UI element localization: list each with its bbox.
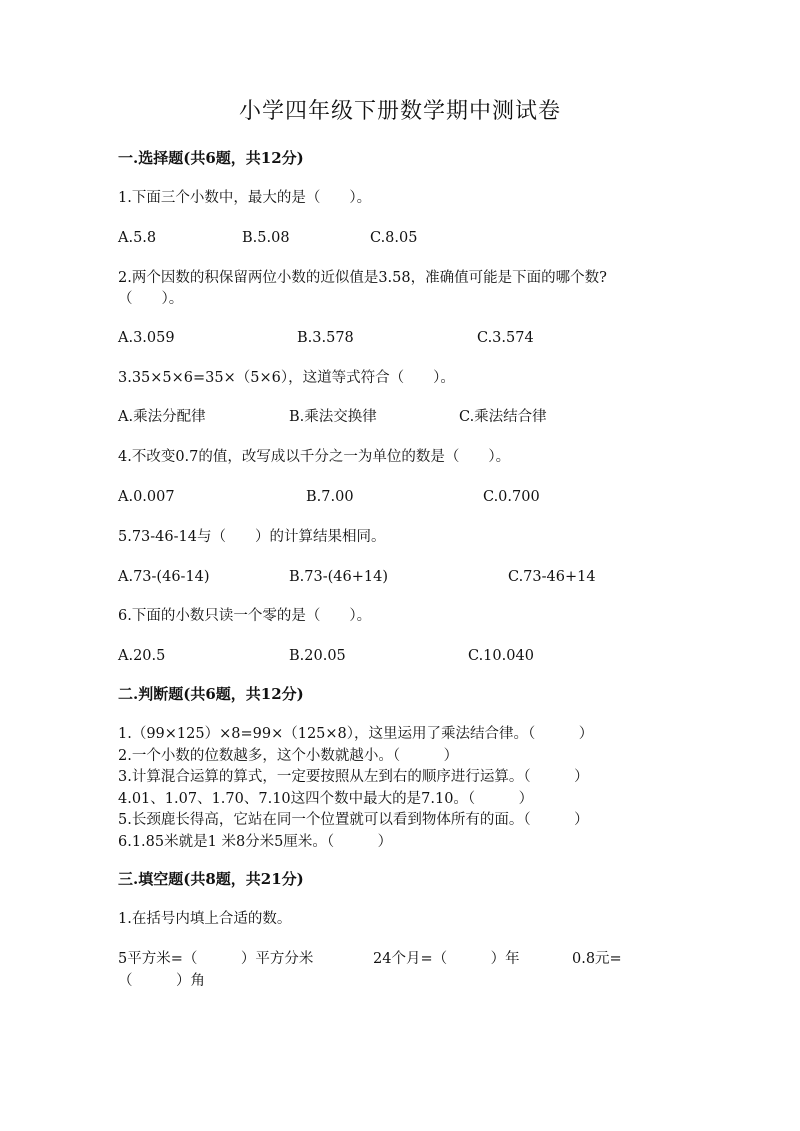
section-heading-judgement: 二.判断题(共6题，共12分) — [118, 685, 304, 703]
question-2-continued: （ ）。 — [118, 291, 184, 307]
option-c: C.3.574 — [477, 330, 534, 346]
option-b: B.乘法交换律 — [289, 409, 377, 425]
fill-question-1: 1.在括号内填上合适的数。 — [118, 911, 292, 927]
option-b: B.5.08 — [242, 230, 290, 246]
question-5: 5.73-46-14与（ ）的计算结果相同。 — [118, 529, 386, 545]
option-a: A.乘法分配律 — [118, 409, 206, 425]
option-c: C.10.040 — [468, 648, 534, 664]
option-a: A.3.059 — [118, 330, 175, 346]
question-6: 6.下面的小数只读一个零的是（ ）。 — [118, 608, 372, 624]
option-b: B.7.00 — [306, 489, 354, 505]
option-a: A.20.5 — [118, 648, 166, 664]
option-a: A.0.007 — [118, 489, 175, 505]
section-heading-choice: 一.选择题(共6题，共12分) — [118, 149, 304, 167]
judgement-item-2: 2.一个小数的位数越多，这个小数就越小。（ ） — [118, 748, 459, 764]
page-title: 小学四年级下册数学期中测试卷 — [238, 99, 561, 124]
question-4: 4.不改变0.7的值，改写成以千分之一为单位的数是（ ）。 — [118, 449, 511, 465]
judgement-item-1: 1.（99×125）×8=99×（125×8），这里运用了乘法结合律。（ ） — [118, 726, 594, 742]
question-1: 1.下面三个小数中，最大的是（ ）。 — [118, 190, 372, 206]
fill-blank-yuan: 0.8元= — [572, 951, 622, 967]
option-c: C.73-46+14 — [508, 569, 596, 585]
option-b: B.20.05 — [289, 648, 346, 664]
question-3: 3.35×5×6=35×（5×6），这道等式符合（ ）。 — [118, 370, 455, 386]
judgement-item-5: 5.长颈鹿长得高，它站在同一个位置就可以看到物体所有的面。（ ） — [118, 812, 589, 828]
option-b: B.73-(46+14) — [289, 569, 388, 585]
fill-blank-jiao: （ ）角 — [118, 973, 205, 989]
option-c: C.8.05 — [370, 230, 418, 246]
option-b: B.3.578 — [297, 330, 354, 346]
judgement-item-6: 6.1.85米就是1 米8分米5厘米。（ ） — [118, 834, 393, 850]
judgement-item-4: 4.01、1.07、1.70、7.10这四个数中最大的是7.10。（ ） — [118, 791, 534, 807]
option-c: C.0.700 — [483, 489, 540, 505]
judgement-item-3: 3.计算混合运算的算式，一定要按照从左到右的顺序进行运算。（ ） — [118, 769, 589, 785]
fill-blank-area: 5平方米=（ ）平方分米 — [118, 951, 314, 967]
option-a: A.5.8 — [118, 230, 157, 246]
fill-blank-months: 24个月=（ ）年 — [373, 951, 520, 967]
option-c: C.乘法结合律 — [459, 409, 547, 425]
option-a: A.73-(46-14) — [118, 569, 210, 585]
section-heading-fill-in: 三.填空题(共8题，共21分) — [118, 870, 304, 888]
question-2: 2.两个因数的积保留两位小数的近似值是3.58，准确值可能是下面的哪个数? — [118, 270, 607, 286]
